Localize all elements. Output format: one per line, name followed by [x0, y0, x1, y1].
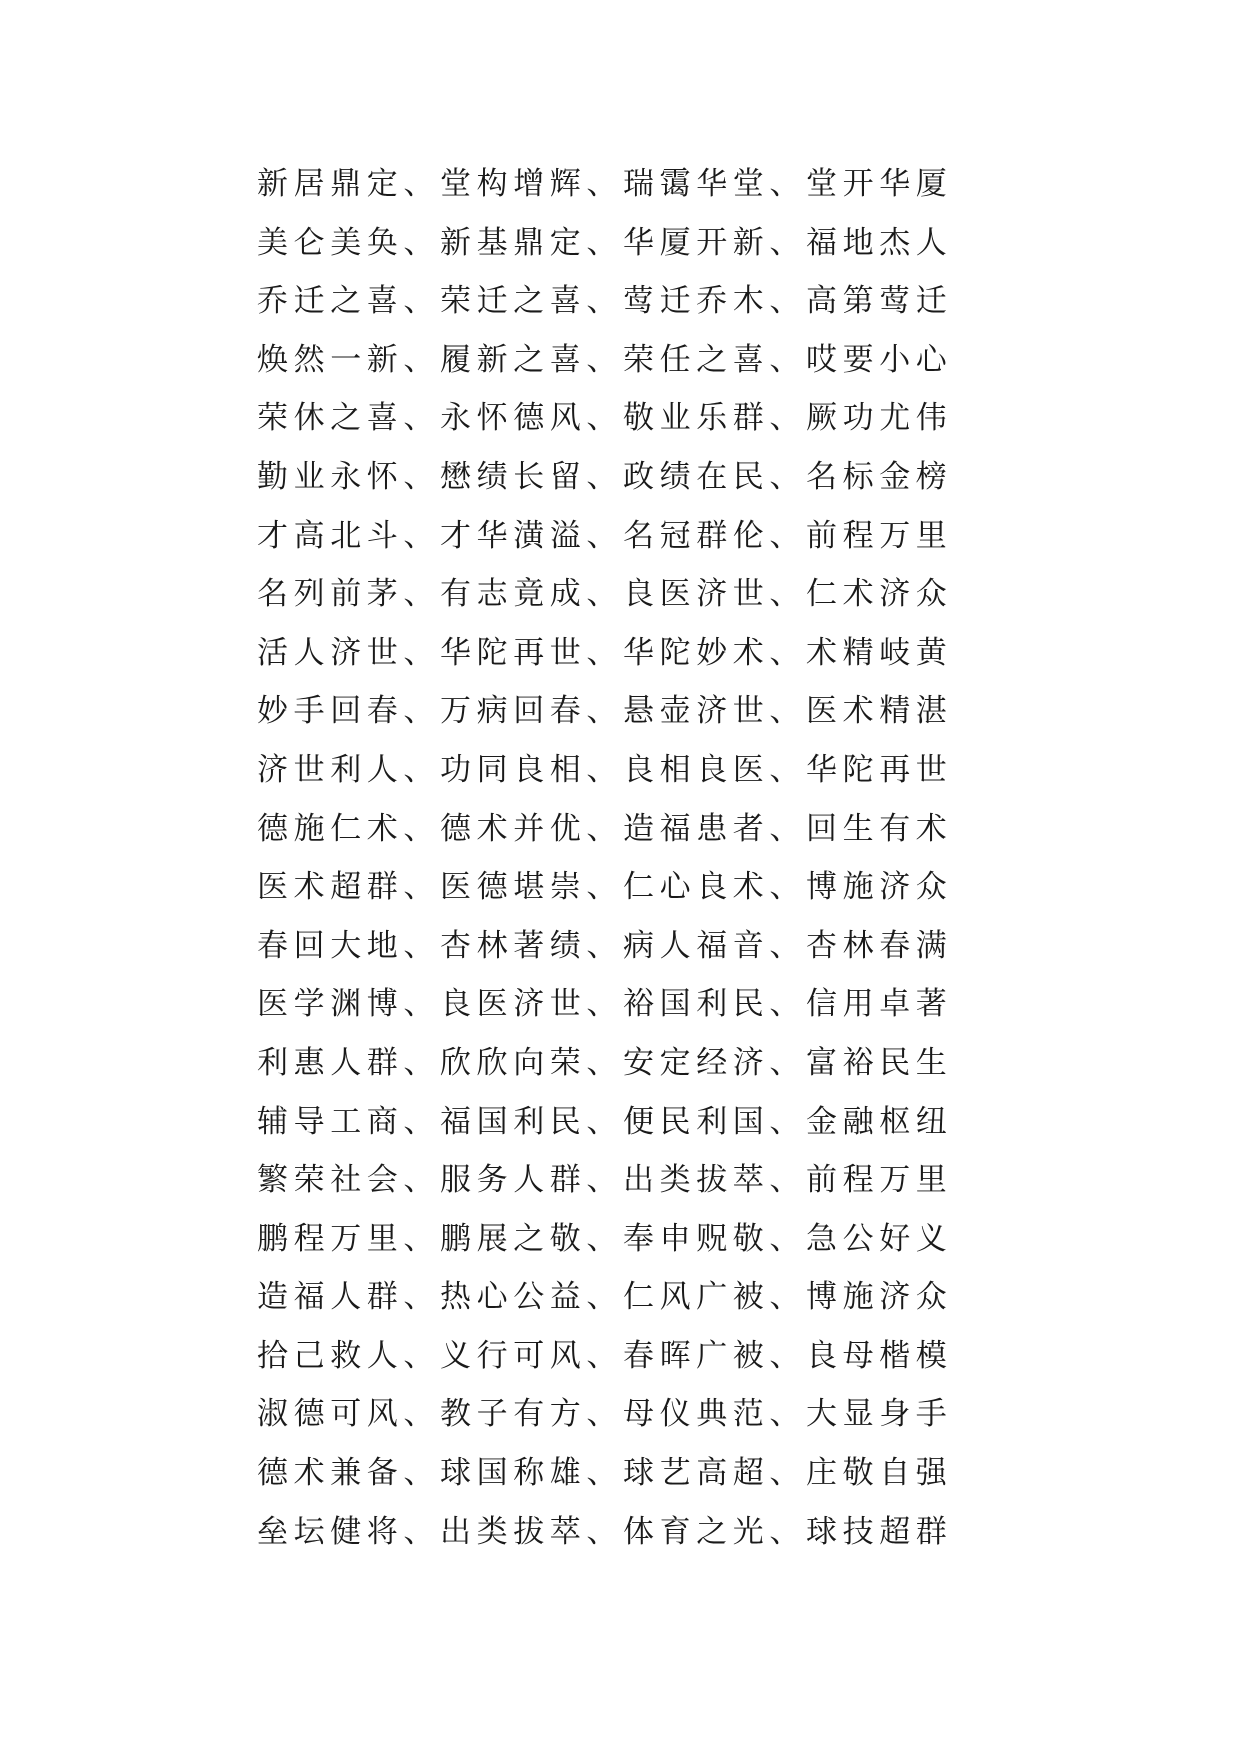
text-line: 医学渊博、良医济世、裕国利民、信用卓著 — [257, 986, 953, 1023]
text-line: 辅导工商、福国利民、便民利国、金融枢纽 — [257, 1103, 953, 1140]
text-line: 美仑美奂、新基鼎定、华厦开新、福地杰人 — [257, 224, 953, 261]
text-line: 医术超群、医德堪崇、仁心良术、博施济众 — [257, 869, 953, 906]
text-line: 垒坛健将、出类拔萃、体育之光、球技超群 — [257, 1513, 953, 1550]
text-line: 济世利人、功同良相、良相良医、华陀再世 — [257, 751, 953, 788]
text-line: 利惠人群、欣欣向荣、安定经济、富裕民生 — [257, 1044, 953, 1081]
text-line: 活人济世、华陀再世、华陀妙术、术精岐黄 — [257, 634, 953, 671]
text-line: 名列前茅、有志竟成、良医济世、仁术济众 — [257, 576, 953, 613]
text-line: 拾己救人、义行可风、春晖广被、良母楷模 — [257, 1337, 953, 1374]
text-line: 妙手回春、万病回春、悬壶济世、医术精湛 — [257, 693, 953, 730]
text-line: 鹏程万里、鹏展之敬、奉申贶敬、急公好义 — [257, 1220, 953, 1257]
text-line: 繁荣社会、服务人群、出类拔萃、前程万里 — [257, 1162, 953, 1199]
text-line: 德术兼备、球国称雄、球艺高超、庄敬自强 — [257, 1455, 953, 1492]
phrase-list — [257, 155, 953, 1561]
text-line: 春回大地、杏林著绩、病人福音、杏林春满 — [257, 927, 953, 964]
text-line: 焕然一新、履新之喜、荣任之喜、哎要小心 — [257, 341, 953, 378]
text-line: 勤业永怀、懋绩长留、政绩在民、名标金榜 — [257, 458, 953, 495]
text-line: 乔迁之喜、荣迁之喜、莺迁乔木、高第莺迁 — [257, 283, 953, 320]
text-line: 造福人群、热心公益、仁风广被、博施济众 — [257, 1279, 953, 1316]
text-line: 淑德可风、教子有方、母仪典范、大显身手 — [257, 1396, 953, 1433]
text-line: 才高北斗、才华潢溢、名冠群伦、前程万里 — [257, 517, 953, 554]
text-line: 新居鼎定、堂构增辉、瑞霭华堂、堂开华厦 — [257, 166, 953, 202]
text-line: 德施仁术、德术并优、造福患者、回生有术 — [257, 810, 953, 847]
text-line: 荣休之喜、永怀德风、敬业乐群、厥功尤伟 — [257, 400, 953, 437]
